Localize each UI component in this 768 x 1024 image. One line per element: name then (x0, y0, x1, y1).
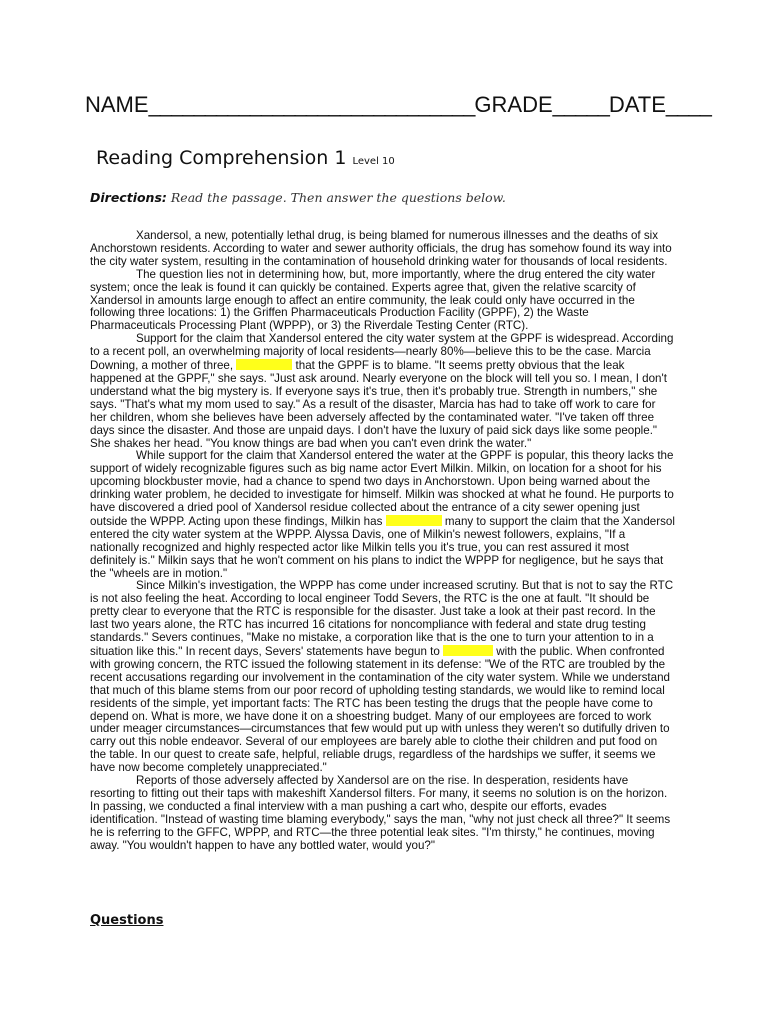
page-title (96, 147, 395, 169)
paragraph-3-part-a: Support for the claim that Xandersol entered the city water system at the GPPF is widespread. According to a recent poll, an overwhelming majority of local residents—nearly 80%—believe this to be the case. Marcia Downing, a mother of three, (90, 332, 674, 373)
reading-passage (90, 230, 675, 853)
date-label: DATE (608, 92, 666, 117)
paragraph-5-part-a: Since Milkin's investigation, the WPPP has come under increased scrutiny. But that is not to say the RTC is not also feeling the heat. According to local engineer Todd Severs, the RTC is the one at fault. "It should be pretty clear to everyone that the RTC is responsible for the disaster. Just take a look at their past record. In the last two years alone, the RTC has incurred 16 citations for noncompliance with federal and state drug testing standards." Severs continues, "Make no mistake, a corporation like that is the one to turn your attention to in a situation like this." In recent days, Severs' statements have begun to (90, 579, 674, 658)
header-fields (85, 92, 711, 118)
directions (90, 190, 506, 205)
name-blank[interactable]: _____________________________ (148, 92, 475, 117)
directions-text: Read the passage. Then answer the questions below. (170, 190, 506, 205)
highlighted-blank-2[interactable] (386, 515, 442, 526)
title-main: Reading Comprehension 1 (96, 147, 347, 169)
paragraph-5-part-b: with the public. When confronted with growing concern, the RTC issued the following statement in its defense: "We of the RTC are troubled by the recent accusations regarding our involvement in the contamination of the city water system. While we understand that much of this blame stems from our poor record of upholding testing standards, we would like to remind local residents of the simple, yet important facts: The RTC has been testing the drugs that the people have come to depend on. What is more, we have done it on a shoestring budget. Many of our employees are forced to work under meager circumstances—circumstances that few would put up with unless they weren't so dutifully driven to carry out this noble endeavor. Several of our employees are barely able to clothe their children and put food on the table. In our quest to create safe, helpful, reliable drugs, regardless of the hardships we suffer, it seems we have now become completely unappreciated." (90, 645, 670, 775)
paragraph-4-part-a: While support for the claim that Xandersol entered the water at the GPPF is popular, this theory lacks the support of widely recognizable figures such as big name actor Evert Milkin. Milkin, on location for a shoot for his upcoming blockbuster movie, had a chance to spend two days in Anchorstown. Upon being warned about the drinking water problem, he decided to investigate for himself. Milkin was shocked at what he found. He purports to have discovered a dried pool of Xandersol residue collected about the entrance of a city sewer opening just outside the WPPP. Acting upon these findings, Milkin has (90, 449, 674, 528)
passage-paragraph-5 (90, 580, 675, 775)
passage-paragraph-1: Xandersol, a new, potentially lethal drug, is being blamed for numerous illnesses and the deaths of six Anchorstown residents. According to water and sewer authority officials, the drug has somehow found its way into the city water system, resulting in the contamination of household drinking water for thousands of local residents. (90, 229, 672, 268)
highlighted-blank-1[interactable] (236, 359, 292, 370)
paragraph-3-part-b: that the GPPF is to blame. "It seems pretty obvious that the leak happened at the GPPF," she says. "Just ask around. Nearly everyone on the block will tell you so. I mean, I don't understand what the big mystery is. If everyone says it's true, then it's probably true. Strength in numbers," she says. "That's what my mom used to say." As a result of the disaster, Marcia has had to take off work to care for her children, whom she believes have been adversely affected by the contaminated water. "I've taken off three days since the disaster. And those are unpaid days. I don't have the luxury of paid sick days like some people." She shakes her head. "You know things are bad when you can't even drink the water." (90, 359, 667, 450)
name-label: NAME (85, 92, 149, 117)
passage-paragraph-2: The question lies not in determining how, but, more importantly, where the drug entered the city water system; once the leak is found it can quickly be contained. Experts agree that, given the relative scarcity of Xandersol in amounts large enough to affect an entire community, the leak could only have occurred in the following three locations: 1) the Griffen Pharmaceuticals Production Facility (GPPF), 2) the Waste Pharmaceuticals Processing Plant (WPPP), or 3) the Riverdale Testing Center (RTC). (90, 267, 656, 333)
title-level: Level 10 (352, 156, 395, 167)
questions-heading: Questions (90, 913, 164, 928)
date-blank[interactable]: ____ (665, 92, 711, 117)
passage-paragraph-6: Reports of those adversely affected by Xandersol are on the rise. In desperation, residents have resorting to fitting out their taps with makeshift Xandersol filters. For many, it seems no solution is on the horizon. In passing, we conducted a final interview with a man pushing a cart who, despite our efforts, evades identification. "Instead of wasting time blaming everybody," says the man, "why not just check all three?" It seems he is referring to the GFFC, WPPP, and RTC—the three potential leak sites. "I'm thirsty," he continues, moving away. "You wouldn't happen to have any bottled water, would you?" (90, 774, 671, 852)
grade-label: GRADE (474, 92, 553, 117)
grade-blank[interactable]: _____ (552, 92, 609, 117)
directions-label: Directions: (90, 190, 167, 205)
passage-paragraph-4 (90, 450, 675, 580)
passage-paragraph-3 (90, 333, 675, 450)
highlighted-blank-3[interactable] (443, 645, 493, 656)
paragraph-4-part-b: many to support the claim that the Xandersol entered the city water system at the WPPP. Alyssa Davis, one of Milkin's newest followers, explains, "If a nationally recognized and highly respected actor like Milkin tells you it's true, you can rest assured it most definitely is." Milkin says that he won't comment on his plans to indict the WPPP for negligence, but he says that the "wheels are in motion." (90, 514, 675, 580)
